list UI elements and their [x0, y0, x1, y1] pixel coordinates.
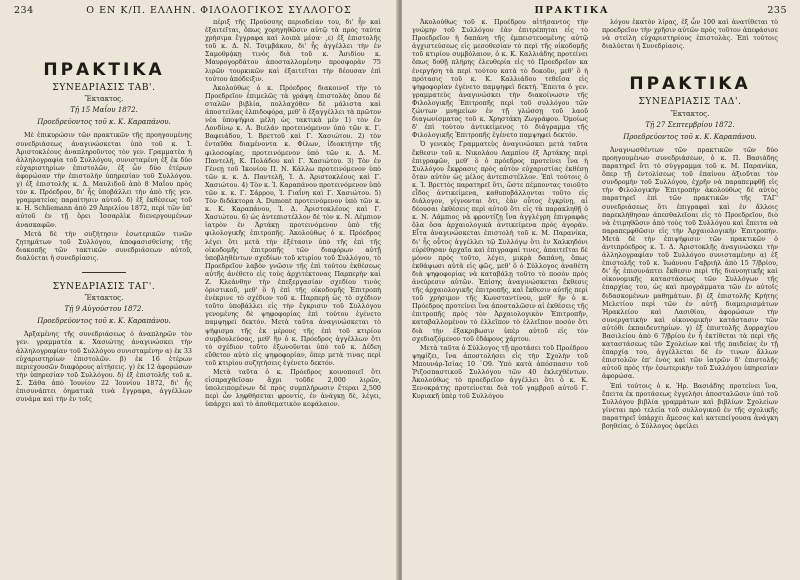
paragraph: Ὁ γενικὸς Γραμματεὺς ἀναγινώσκει μετὰ ταῦτα ἔκθεσιν τοῦ κ. Νικολάου Λαμπίου ἐξ Ἀρτάκης περὶ ἐπιγραφῶν, μεθ' ὃ ὁ πρόεδρος προτείνει ἵνα ἡ Συλλόγου ἔκφρασις πρὸς αὐτὸν εὐχαριστίας ἐκθέσῃ ὅταν αὐτὸν ὡς μέλος ἀντεπιστέλλον. Ἐπὶ τούτοις ὁ κ. Ἰ. Βρεττὸς παρατηρεῖ ὅτι, ὥστε πέμποντας τοιοῦτο εἶδος ἀντικείμενα, καθυποβάλλονται τοῦτο εἰς διάλογον, γίγνονται ὅτι, ἐὰν οὗτος ἐγκρίνῃ, αἱ δέουσαι ἐκθέσεις περὶ αὐτοῦ ὅτι εἰς τὰ παρακληθῇ ὁ κ. Ν. Λάμπιος νὰ φροντίζῃ ἵνα ἀγγλέγρη ἐπιγραφὰς ὅλα ὅσα ἀρχαιολογικὰ ἀντικείμενα πρὸς ἀγορὰν. Εἶτα ἀναγινώσκεται ἐπιστολὴ τοῦ κ. Μ. Παρανίκα, δι' ἧς οὗτος ἀγγέλλει τῷ Συλλόγῳ ὅτι ἐν Χαλκηδόνι εὐρέθησαν ἀρχαῖα καὶ ἐπιγραφαί τινες, ἀπαιτεῖται δὲ μόνον πρὸς τοῦτο, λέγει, μικρὰ δαπάνη, ὅπως ἐκθάψωσι αὐτὰ εἰς φῶς, μεθ' ὃ ὁ Σύλλογος ἀναθέτη διὰ ψηφοφορίας νὰ καταβάλῃ τοῦτο τὸ ποσὸν πρὸς ἀνεύρεσιν αὐτῶν. Ἐπίσης ἀναγινώσκεται ἔκθεσις τῆς ἀρχαιολογικῆς ἐπιτροπῆς, καὶ ἔκθεσιν αὐτῆς περὶ τοῦ χρήσιμον τῆς Κωνσταντίνου, μεθ' ἣν ὁ κ. Πρόεδρος προτείνει ἵνα ἀποσταλῶσιν αἱ ἐκθέσεις τῆς ἐπιτροπῆς πρὸς τὸν Ἀρχαιολογικὸν Ἐπιτροπῆν, καταβαλλομένον τὸ ἐλλεῖπον τὸ ἐλλεῖπον ποσὸν ὅτι διὰ τὴν ἐξακριβωσιν ὑπὲρ αὐτοῦ εἰς τὸν σχεδιαζόμενον τοῦ ἐδάφους χάρτου.	[412, 140, 588, 343]
right-page-number: 235	[767, 5, 787, 16]
left-page	[0, 0, 398, 580]
right-column-1	[412, 18, 588, 401]
session-type: Ἔκτακτος.	[84, 95, 124, 104]
praktika-title: ΠΡΑΚΤΙΚΑ	[43, 60, 165, 80]
session-president: Προεδρεύοντος τοῦ κ. Κ. Καραπάνου.	[623, 132, 757, 141]
paragraph: Ἀκολούθως ὁ κ. Πρόεδρος διακοινοῖ τὴν τὸ Προεδρεῖον ἐπιμελῶς τὰ γράψη ἐπιστολὰς ὅπου δὲ σταλῶν βιβλία, πολλαχόθεν δὲ μάλιστα καὶ ἀποστείλας ἐλπιδοφόρα, μεθ' ὃ ἐξαγγέλλει τὰ πρῶτον νέα ὑποψήφια μέλη ὡς τακτικὰ μέν 1) τὸν ἐν Λονδίνῳ κ. Α. Βιελάν προτεινόμενον ὑπὸ τῶν κ. Γ. Βαφειάδου, Ἰ. Βρεττοῦ καὶ Γ. Χασιώτου. 2) τὸν ἐνταῦθα διαμένοντα κ. Φίλων, ἰδιοκτήτην τῆς φιλοσοφίας, προτεινόμενον ὑπὸ τῶν κ. Δ. Μ. Παντελῆ, Κ. Πολάδου καὶ Γ. Χασιώτου. 3) Τὸν ἐν Γένεῃ τοῦ Ἰκονίου Π. Ν. Κάλλω προτεινόμενον ὑπὸ τῶν κ. κ. Δ. Παντελῆ, Ἰ. Δ. Ἀριστοκλέους καὶ Γ. Χασιώτου. 4) Τὸν κ. Ἰ. Καραπάνου προτεινόμενον ὑπὸ τῶν κ. κ. Γ. Σάρρου, Ἰ. Γιαΐνη καὶ Γ. Χασιώτου. 5) Τὸν διδάκτορα Α. Dumont προτεινόμενον ὑπὸ τῶν κ. κ. Κ. Καραπάνου, Ἰ. Δ. Ἀριστοκλέους καὶ Γ. Χασιώτου. 6) ὡς ἀντεπιστέλλον δὲ τὸν κ. Ν. Λέμπιον ἰατρὸν ἐν Ἀρτάκῃ προτεινόμενον ὑπὸ τῆς φιλολογικῆς ἐπιτροπῆς. Ἀκολούθως ὁ κ. Πρόεδρος λέγει ὅτι μετὰ τὴν ἐξέτασιν ὑπὸ τῆς ἐπὶ τῆς οἰκοδομῆς ἐπιτροπῆς τῶν διαφόρων αὐτῇ ὑποβληθέντων σχεδίων τοῦ κτιρίου τοῦ Συλλόγου, τὸ Προεδρεῖον λαβὸν γνῶσιν τῆς ἐπὶ τούτου ἐκθέσεως αὐτῆς ἀνέθετο εἰς τοὺς ἀρχιτέκτονας Παρπερὴν καὶ Ζ. Κλεάνθην τὴν ἐπεξεργασίαν σχεδίου τινὸς ὁριστικοῦ, μεθ' ὃ ἡ ἐπὶ τῆς οἰκοδομῆς Ἐπιτροπὴ ἐνέκρινε τὸ σχέδιον τοῦ κ. Παρπερὴ ὡς τὸ σχέδιον τοῦτο ὑποβάλλει εἰς τὴν ἔγκρισιν τοῦ Συλλόγου γενομένης δὲ ψηφοφορίας ἐπὶ τούτου ἐγένετο παμψηφεὶ δεκτόν. Μετὰ ταῦτα ἀναγινώσκεται τὸ ψήφισμα τῆς ἐκ μέρους τῆς ἐπὶ τοῦ κτιρίου συμβουλεύσας, μεθ' ἣν ὁ κ. Πρόεδρος ἀγγέλλων ὅτι τὸ σχέδιον τοῦτο ἐξωνοῦνται ὑπὸ τοῦ κ. Δέδεη εὔθετον αὐτὸ εἰς ψηφοφορίαν, ὅπερ μετὰ τινας περὶ τοῦ κτιρίου συζητήσεις ἐγένετο δεκτόν.	[205, 83, 381, 367]
divider	[82, 272, 126, 273]
session-president: Προεδρεύοντος τοῦ κ. Κ. Καραπάνου.	[37, 118, 171, 127]
paragraph: Μετὰ δὲ τὴν συζήτησιν ἐσωτερικῶν τινῶν ζητημάτων τοῦ Συλλόγου, ἀποφασισθείσης τῆς διακοπῆς τῶν τακτικῶν συνεδριάσεων αὐτοῦ, διαλύεται ἡ συνεδρίασις.	[16, 229, 192, 262]
paragraph: Ἀκολούθως τοῦ κ. Προέδρου αἰτήσαντος τὴν γνώμην τοῦ Συλλόγου ἐὰν ἐπιτρέπηται εἰς τὸ Προεδρεῖον ἡ δαπάνη τῆς ἐμπειστευομένης αὐτῷ ἀγχιστεύσεως εἰς μεσοθεσίαν τὸ περὶ τῆς οἰκοδομῆς τοῦ κτιρίου συμβόλαιον, ὁ κ. Κ. Καλλιάδης προτείνει ὅπως δοθῇ πλήρης ἐλευθερία εἰς τὸ Προεδρεῖον κα ἐνεργήση τὰ περὶ τούτου κατὰ τὸ δοκοῦν, μεθ' ὃ ἡ πρότασις τοῦ κ. Κ. Καλλιάδου τεθεῖσα εἰς ψηφοφορίαν ἐγένετο παμψηφεὶ δεκτή. Ἔπειτα ὁ γεν. γραμματεὺς ἀναγινώσκει τὴν διακοίνωσιν τῆς Φιλολογικῆς Ἐπιτροπῆς περὶ τοῦ συλλόγου τῶν ζώντων μνημείων ἐν τῇ γλώσσῃ τοῦ λαοῦ διαγωνίσματος τοῦ κ. Χρηστάκη Ζωγράφου. Ὁμοίως δ' ἐπὶ τούτου ἀντικείμενος τὸ διάγραμμα τῆς Φιλολογικῆς Ἐπιτροπῆς ἐγένετο παμψηφεὶ δεκτόν.	[412, 18, 588, 140]
paragraph: Ἀναγνωσθέντων τῶν πρακτικῶν τῶν δύο προηγουμένων συνεδριάσεων, ὁ κ. Π. Βασιάδης παρατηρεῖ ὅτι τὸ σύγγραμμα τοῦ κ. Μ. Παρανίκα, ὅπερ τῇ ἐντολίσεως τοῦ ἐπαίνου ἀξιοῦται τὸν συνδρομὴν τοῦ Συλλόγου, ἐχρῆν νὰ παραπεμφθῇ εἰς τὴν Φιλολογικὴν Ἐπιτροπὴν ἀκολούθως δὲ αὐτὸς παρατηρεῖ ἐπὶ τῶν πρακτικῶν τῆς ΤΑΓ' συνεδριάσεως ὅτι ἐπιγραφαὶ καὶ ἐν ἄλλοις παρεκλήθησαν ἀπεσθαλεῖσαι εἰς τὸ Προεδρεῖον, διὸ νὰ ἐτιμηθῶσιν ἀπὸ τοὺς τοῦ Συλλόγου καὶ ἔπειτα νὰ παραπεμφθῶσιν εἰς τὴν Ἀρχαιολογικὴν Ἐπιτροπὴν. Μετὰ δὲ τὴν ἐπιψήφισιν τῶν πρακτικῶν ὁ ἀντιπρόεδρος κ. Ἰ. Δ. Ἀριστοκλῆς ἀναγινώσκει τὴν ἀλληλογραφίαν τοῦ Συλλόγου συνισταμένην α) ἐξ ἐπιστολῆς τοῦ κ. Ἰωάννου Γαβριὴλ ἀπὸ 15 7/βρίου, δι' ἧς ἐπισυνάπτει ἔκθεσιν περὶ τῆς διανοητικῆς καὶ οἰκονομικῆς καταστάσεως τῶν Συλλόγων τῆς ἐπαρχίας του, ὡς καὶ προγράμματα τῶν ἐν αὐτοῖς διδασκομένων μαθημάτων. β) ἐξ ἐπιστολῆς Κρήτης Μελετίου περὶ τῶν ἐν αὐτῇ διαμειρισμάτων Ἡρακλείου καὶ Λασιθίου, ἀφορώσων τὴν συνεργατικὴν καὶ οἰκονομικὴν κατάστασιν τῶν αὐτόθι ἐκπαιδευτηρίων. γ) ἐξ ἐπιστολῆς Δυρραχίου Βασιλείου ἀπὸ 6 7/βρίου ἐν ἧ ἐκτίθεται τὰ περὶ τῆς καταστάσεως τῶν Σχολείων καὶ τῆς παιδείας ἐν τῇ ἐπαρχίᾳ του, ἀγγέλλεται δὲ ἐν τινων ἄλλων ἐπιστολῶν ἐπ' ἑνὸς καὶ τῶν ἰατρῶν δ' ἐπιστολῆς αὐτοῦ πρὸς τὴν ἐσωτερικὴν τοῦ Συλλόγου ὑπηρεσίαν ἀφορώσα.	[602, 145, 778, 381]
paragraph: Ἐπὶ τούτοις ὁ κ. Ἠρ. Βασιάδης προτείνει ἵνα, ἔπειτα ἐκ προτάσεως ἐγγελήσι ἀποσταλῶσιν ὑπὸ τοῦ Συλλόγου βιβλία γραμμάτων καὶ βιβλίων Σχολείων γίνεται πρὸ τελεία τοῦ συλλογικοῦ ἐν τῆς σχολικῆς παρατηρεῖ ὑπάρχει ἄμεσος καὶ κατεπείγουσα ἀνάγκη βοηθείας, ὁ Σύλλογος ὀφείλει	[602, 381, 778, 431]
left-column-1	[16, 22, 192, 404]
right-running-head: ΠΡΑΚΤΙΚΑ	[534, 5, 610, 16]
left-page-number: 234	[14, 5, 34, 16]
right-page	[402, 0, 800, 580]
session-date: Τῇ 27 Σεπτεμβρίου 1872.	[645, 120, 735, 129]
paragraph: Ἀρξαμένης τῆς συνεδριάσεως ὁ ἀναπληρῶν τὸν γεν. γραμματέα κ. Χασιώτης ἀναγινώσκει τὴν ἀλληλογραφίαν τοῦ Συλλόγου συνισταμένην α) ἐκ 33 εὐχαριστηρίων ἐπιστολῶν. β) ἐκ 16 ἑτέρων περιεχουσῶν διαφόρους αἰτήσεις. γ) ἐκ 12 ἀφορώσων τὴν ὑπηρεσίαν τοῦ Συλλόγου. δ) ἐξ ἐπιστολῆς τοῦ κ. Σ. Σάθα ἀπὸ Ἰουνίου 22 Ἰουνίου 1872, δι' ἧς ἐπισυνάπτει ὁηματικὰ τινὰ ἔγγραφα, ἀγγέλλων συνάμα καὶ τὴν ἐν τοῖς	[16, 330, 192, 404]
left-column-2	[205, 18, 381, 410]
session-heading: ΣΥΝΕΔΡΙΑΣΙΣ ΤΑΒ'.	[52, 83, 156, 94]
praktika-title: ΠΡΑΚΤΙΚΑ	[629, 74, 751, 95]
paragraph: Μὲ ἐπικυρώσιν τῶν πρακτικῶν τῆς προηγουμένης συνεδριάσεως ἀναγινώσκεται ὑπὸ τοῦ κ. Ἰ. Ἀριστοκλέους ἀναπληροῦντος τὸν γεν. Γραμματέα ἡ ἀλληλογραφία τοῦ Συλλόγου, συνισταμένη ἐξ ἐκ δύο εὐχαριστηρίων ἐπιστολῶν, ἐξ ὧν δύο ἑτέρων ἀφορώσαν τὴν ἐπιστολὴν ὑπηρεσίαν τοῦ Συλλόγου. γ) ἐξ ἐπιστολῆς κ. Δ. Μαυλιδοῦ ἀπὸ 8 Μαΐου πρὸς τὸν κ. Πρόεδρον, δι' ἧς ὑποβάλλει τὴν ἀπὸ τῆς γεν. γραμματείας παραίτησιν αὐτοῦ. δ) ἐξ ἐκθέσεως τοῦ κ. Η. Schliemann ἀπὸ 29 Ἀπριλίου 1872, περὶ τῶν ὑπ' αὐτοῦ ἐν τῇ ὅρει Ἰσσαρλὶκ διενεργουμένων ἀνασκαφῶν.	[16, 131, 192, 229]
session-date: Τῇ 15 Μαΐου 1872.	[70, 106, 138, 115]
paragraph: Μετὰ ταῦτα ὁ κ. Πρόεδρος κοινοποιεῖ ὅτι εἰσπραχθεῖσαν ἄχρι τοῦδε 2,000 λιρῶν, ὑπολειπομένων δὲ πρὸς συμπλήρωσιν ἔτεραι 2,500 περὶ ὧν ληφθήσεται φροντίς, ἐν ἀνάγκῃ δὲ, λέγει, ὑπάρχει καὶ τὸ ἀποθεματικὸν κεφάλαιον.	[205, 368, 381, 409]
left-running-head: Ο ΕΝ Κ/Π. ΕΛΛΗΝ. ΦΙΛΟΛΟΓΙΚΟΣ ΣΥΛΛΟΓΟΣ	[86, 5, 352, 16]
session-heading: ΣΥΝΕΔΡΙΑΣΙΣ ΤΑΓ'.	[52, 281, 156, 292]
session-type: Ἔκτακτος.	[84, 294, 124, 303]
right-column-2	[602, 18, 778, 431]
paragraph: λόγου ἑκατὸν λίρας, ἐξ ὧν 100 καὶ ἀνατίθεται τὸ προεδρεῖον τὴν χρῆσιν αὐτῶν πρὸς τοῦτον ἀπεφάσισε νὰ στείλη εὐχαριστηρίους ἐπιστολὰς. Ἐπὶ τούτοις διαλύεται ἡ Συνεδρίασις.	[602, 18, 778, 51]
session-president: Προεδρεύοντος τοῦ κ. Κ. Καραπάνου.	[37, 317, 171, 326]
session-type: Ἔκτακτος.	[670, 109, 710, 118]
session-heading: ΣΥΝΕΔΡΙΑΣΙΣ ΤΑΔ'.	[638, 97, 742, 108]
session-date: Τῇ 9 Αὐγούστου 1872.	[64, 305, 144, 314]
paragraph: Μετὰ ταῦτα ὁ Σύλλογος τῇ προτάσει τοῦ Προέδρου ψηφίζει, ἵνα ἀποστολήσει εἰς τὴν Σχολὴν τοῦ Μπουνάρ-Ἰσίας 10 ᾽Ο9. Ὑπὸ κατὰ ἀπόσπασιν τοῦ Ῥιζοσπαστικοῦ Συλλόγου τῶν 40 ἐκλεχθέντων. Ἀκολούθως τὸ προεδρεῖον ἀγγέλλει ὅτι ὁ κ. Κ. Ξενοκράτης προτείνεται διὰ τοῦ γαμβροῦ αὐτοῦ Γ. Κυριακῆ ὑπὲρ τοῦ Συλλόγου	[412, 343, 588, 401]
paragraph: πέριξ τῆς Προύσσης περιοδείαν του, δι' ἧν καὶ ἐξαιτεῖται, ὅπως χορηγηθῶσιν αὐτῷ τὰ πρὸς ταύτα χρήσιμα ἔγγραφα καὶ λοιπὰ μέσα· ,ε) ἐξ ἐπιστολῆς τοῦ κ. Δ. Ν. Τσιμβάκου, δι' ἧς ἀγγέλλει τὴν ἐν Σαμοθρᾴκῃ τινὸς διὰ τοῦ κ. Ἀσιδίου κ. Μαυρογορδάτου ἀποσταλλομένην προσφορὰν 75 λιρῶν τουρκικῶν καὶ ἐξαιτεῖται τὴν δέουσαν ἐπὶ τούτου ἀπόδειξιν.	[205, 18, 381, 83]
